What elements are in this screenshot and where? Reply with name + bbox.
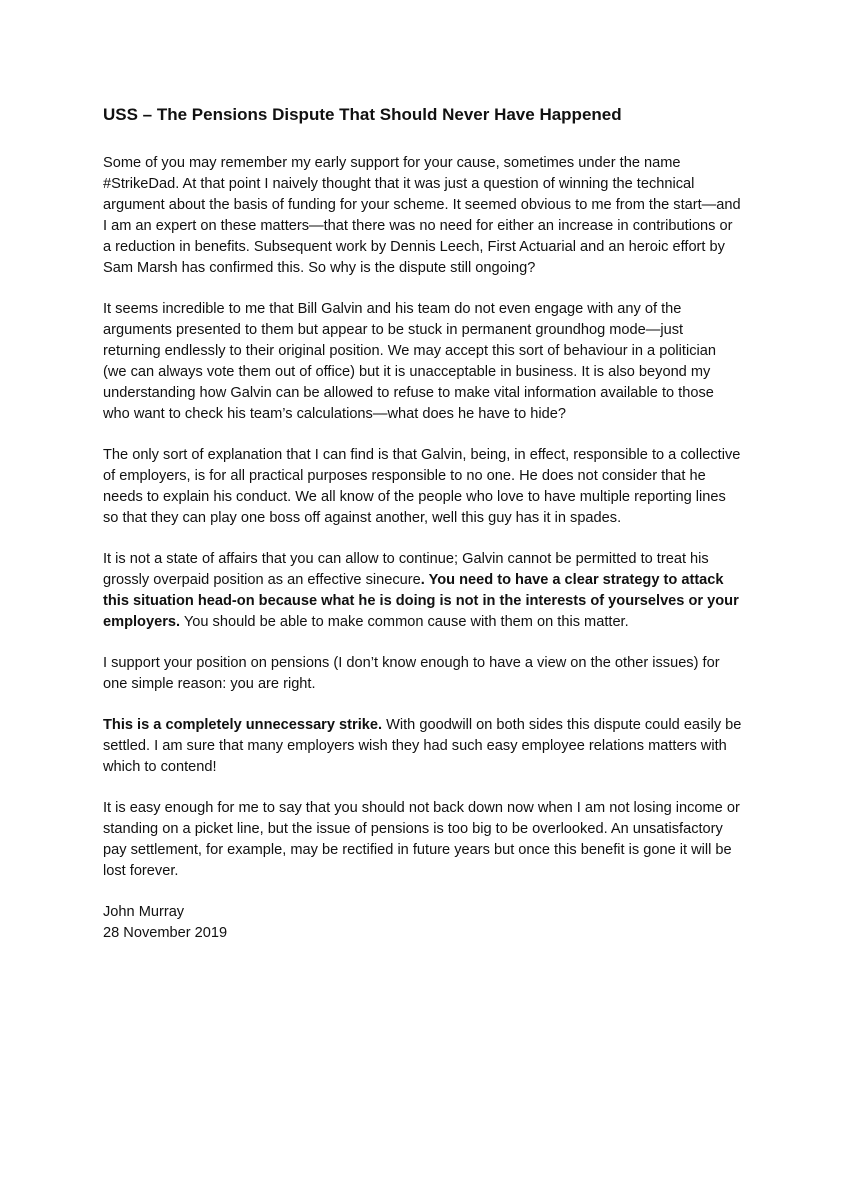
paragraph-5: I support your position on pensions (I don’t know enough to have a view on the other issues) for one simple reason: you are right. — [103, 655, 720, 692]
paragraph-7: It is easy enough for me to say that you should not back down now when I am not losing income or standing on a picket line, but the issue of pensions is too big to be overlooked. An unsatisfactory pay settlement, for example, may be rectified in future years but once this benefit is gone it will be lost forever. — [103, 800, 740, 879]
paragraph-4-text-c: You should be able to make common cause with them on this matter. — [180, 614, 629, 630]
paragraph-2: It seems incredible to me that Bill Galvin and his team do not even engage with any of the arguments presented to them but appear to be stuck in permanent groundhog mode—just returning endlessly to their original position. We may accept this sort of behaviour in a politician (we can always vote them out of office) but it is unacceptable in business. It is also beyond my understanding how Galvin can be allowed to refuse to make vital information available to those who want to check his team’s calculations—what does he have to hide? — [103, 301, 716, 422]
paragraph-4 — [103, 549, 743, 633]
paragraph-6 — [103, 715, 743, 778]
signature-name: John Murray — [103, 904, 185, 920]
signature-date: 28 November 2019 — [103, 925, 228, 941]
paragraph-4-text-a: It is not a state of affairs that you can allow to continue; Galvin cannot be permitted to treat his grossly overpaid position as an effective sinecure — [103, 551, 709, 588]
document-title: USS – The Pensions Dispute That Should Never Have Happened — [103, 105, 622, 124]
paragraph-6-text: With goodwill on both sides this dispute could easily be settled. I am sure that many employers wish they had such easy employee relations matters with which to contend! — [103, 717, 742, 775]
paragraph-1: Some of you may remember my early support for your cause, sometimes under the name #StrikeDad. At that point I naively thought that it was just a question of winning the technical argument about the basis of funding for your scheme. It seemed obvious to me from the start—and I am an expert on these matters—that there was no need for either an increase in contributions or a reduction in benefits. Subsequent work by Dennis Leech, First Actuarial and an heroic effort by Sam Marsh has confirmed this. So why is the dispute still ongoing? — [103, 155, 741, 276]
paragraph-6-bold-text: This is a completely unnecessary strike. — [103, 717, 383, 733]
document-page — [103, 104, 743, 944]
paragraph-3: The only sort of explanation that I can find is that Galvin, being, in effect, responsible to a collective of employers, is for all practical purposes responsible to no one. He does not consider that he needs to explain his conduct. We all know of the people who love to have multiple reporting lines so that they can play one boss off against another, well this guy has it in spades. — [103, 447, 741, 526]
paragraph-4-bold-text: . You need to have a clear strategy to attack this situation head-on because what he is doing is not in the interests of yourselves or your employers. — [103, 572, 739, 630]
